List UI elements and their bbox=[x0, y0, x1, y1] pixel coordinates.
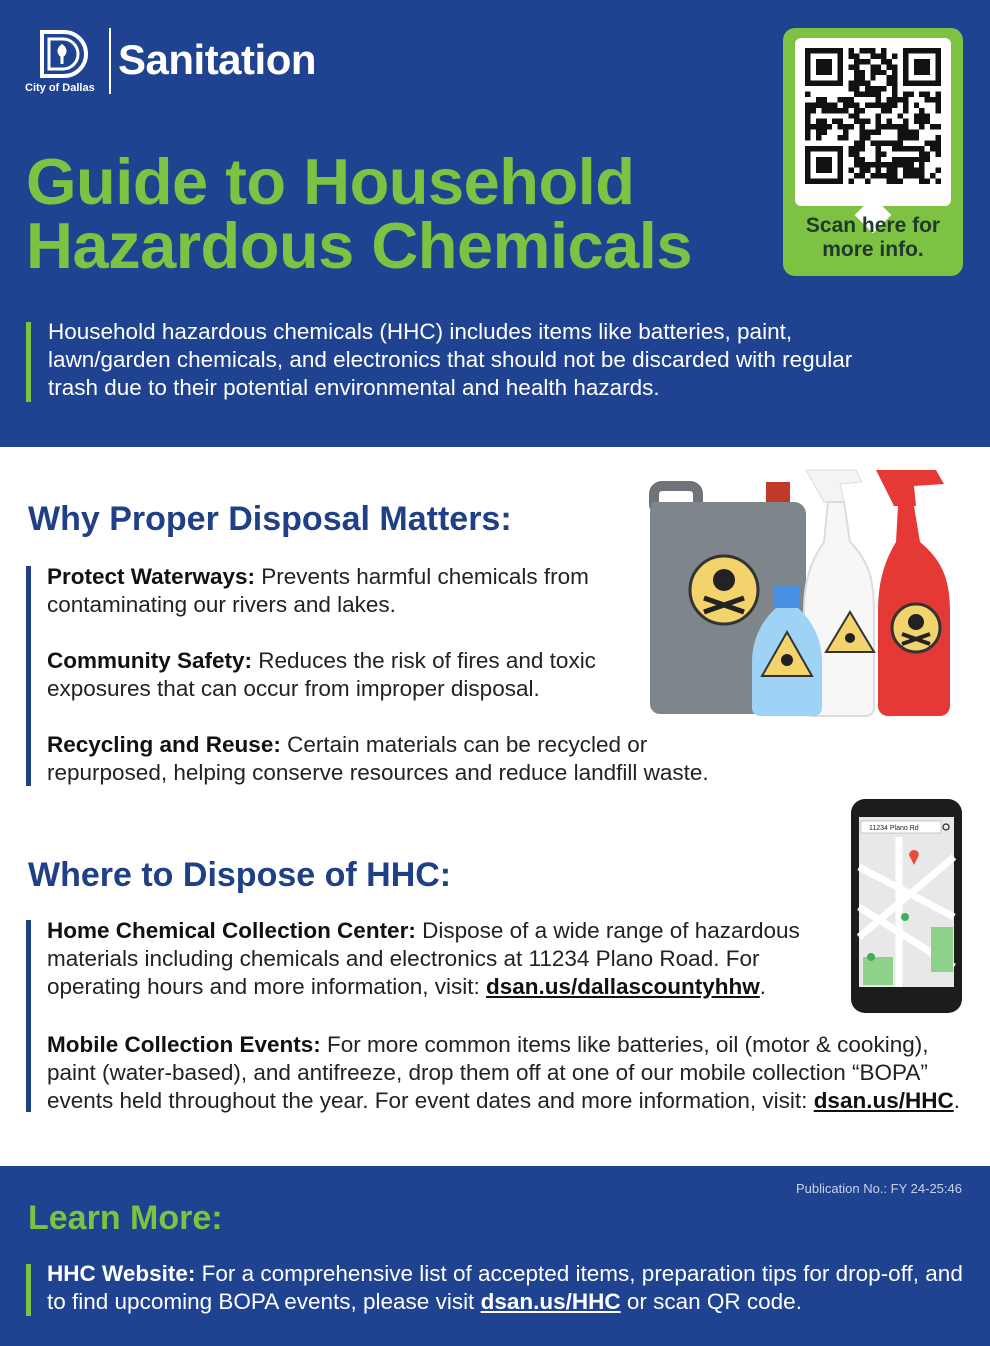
intro-text: Household hazardous chemicals (HHC) includes items like batteries, paint, lawn/garden chemicals, and electronics that should not be discarded with regular trash due to their potential environmental and health hazards. bbox=[48, 319, 853, 400]
why-item-label: Protect Waterways: bbox=[47, 564, 255, 589]
hhc-website-body: For a comprehensive list of accepted items, preparation tips for drop-off, and to find upcoming BOPA events, please visit bbox=[47, 1261, 963, 1314]
city-of-dallas-logo-icon bbox=[38, 28, 90, 80]
phone-map-image bbox=[849, 797, 964, 1015]
why-heading: Why Proper Disposal Matters: bbox=[28, 500, 512, 538]
qr-code-card[interactable] bbox=[783, 28, 963, 276]
city-label: City of Dallas bbox=[25, 82, 95, 94]
footer-hhc-link[interactable]: dsan.us/HHC bbox=[480, 1289, 621, 1314]
why-item-text: Certain materials can be recycled or repurposed, helping conserve resources and reduce landfill waste. bbox=[47, 732, 709, 785]
phone-search-text: 11234 Plano Rd bbox=[869, 825, 919, 832]
publication-number: Publication No.: FY 24-25:46 bbox=[796, 1181, 962, 1196]
why-item-label: Recycling and Reuse: bbox=[47, 732, 281, 757]
page-title bbox=[26, 145, 693, 282]
hhc-website-label: HHC Website: bbox=[47, 1261, 196, 1286]
footer-end-text: or scan QR code. bbox=[620, 1289, 802, 1314]
qr-caption-line-1: Scan here for bbox=[805, 214, 941, 237]
why-item-recycling bbox=[47, 731, 747, 787]
hazardous-bottles-image bbox=[644, 462, 970, 724]
collection-center-body: Dispose of a wide range of hazardous materials including chemicals and electronics at 11234 Plano Road. For operating hours and more information, visit: bbox=[47, 918, 800, 999]
sentence-end: . bbox=[759, 974, 767, 999]
dallascountyhhw-link[interactable]: dsan.us/dallascountyhhw bbox=[485, 974, 760, 999]
header-banner bbox=[0, 0, 990, 447]
why-item-label: Community Safety: bbox=[47, 648, 253, 673]
collection-center-label: Home Chemical Collection Center: bbox=[47, 918, 416, 943]
mobile-events-body: For more common items like batteries, oil (motor & cooking), paint (water-based), and antifreeze, drop them off at one of our mobile collection “BOPA” events held throughout the year. For event dates and more information, visit: bbox=[47, 1032, 929, 1113]
learn-more-heading: Learn More: bbox=[28, 1199, 223, 1237]
title-line-1: Guide to Household bbox=[26, 145, 635, 218]
department-name: Sanitation bbox=[118, 36, 317, 83]
logo-divider bbox=[109, 28, 111, 94]
why-item-text: Reduces the risk of fires and toxic exposures that can occur from improper disposal. bbox=[47, 648, 596, 701]
why-accent-bar bbox=[26, 566, 31, 786]
mobile-events-text bbox=[47, 1031, 982, 1115]
title-line-2: Hazardous Chemicals bbox=[26, 209, 693, 282]
collection-center-text bbox=[47, 917, 827, 1001]
why-item-text: Prevents harmful chemicals from contaminating our rivers and lakes. bbox=[47, 564, 589, 617]
hhc-link[interactable]: dsan.us/HHC bbox=[813, 1088, 954, 1113]
hhc-website-text bbox=[47, 1260, 977, 1316]
mobile-events-label: Mobile Collection Events: bbox=[47, 1032, 321, 1057]
qr-code-icon[interactable] bbox=[805, 48, 941, 184]
qr-caption-line-2: more info. bbox=[822, 238, 924, 261]
intro-accent-bar bbox=[26, 322, 31, 402]
why-item-safety bbox=[47, 647, 637, 703]
sentence-end: . bbox=[953, 1088, 960, 1113]
footer-banner bbox=[0, 1166, 990, 1346]
where-accent-bar bbox=[26, 920, 31, 1112]
footer-accent-bar bbox=[26, 1264, 31, 1316]
where-heading: Where to Dispose of HHC: bbox=[28, 856, 452, 894]
qr-caption bbox=[783, 214, 963, 262]
why-item-waterways bbox=[47, 563, 627, 619]
